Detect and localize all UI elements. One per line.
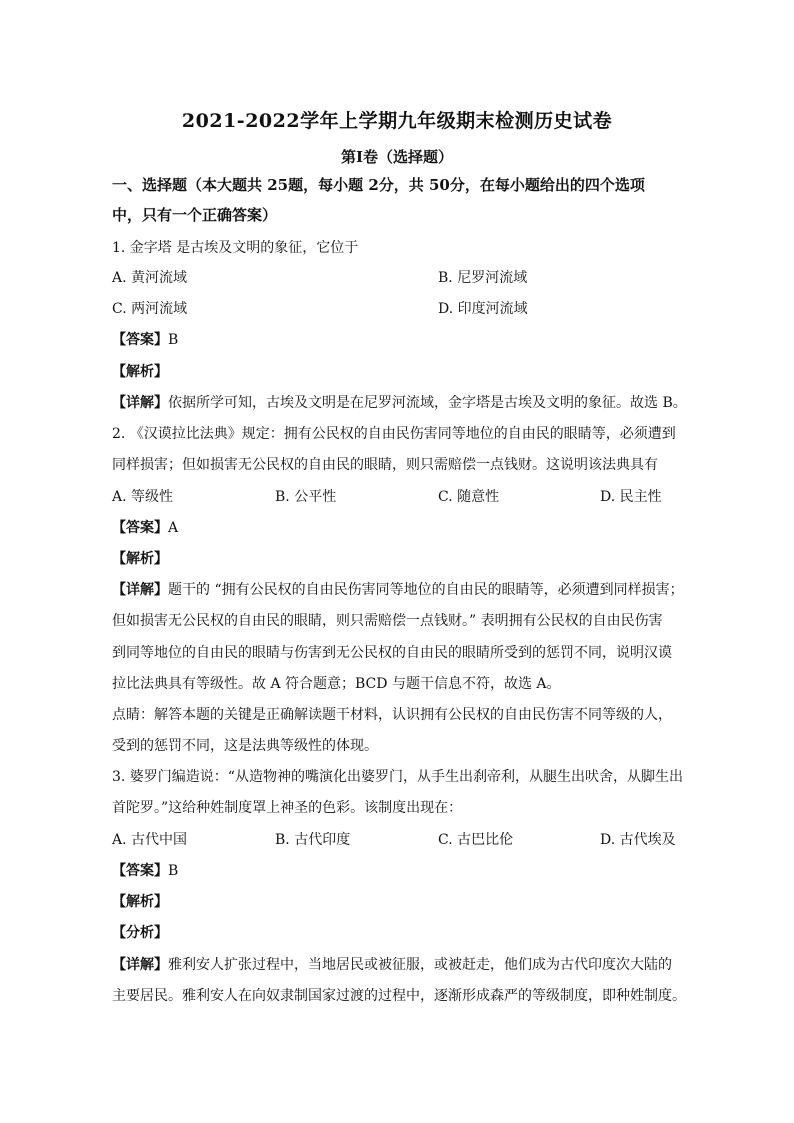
q3-answer: B [168, 863, 179, 879]
q3-analysis-tag: 【解析】 [112, 894, 168, 910]
answer-tag: 【答案】 [112, 520, 168, 536]
section-heading-line2: 中，只有一个正确答案） [112, 206, 278, 224]
q1-option-b: B. 尼罗河流域 [438, 270, 528, 286]
q1-detail-line [112, 393, 687, 413]
q2-option-a: A. 等级性 [112, 489, 174, 505]
q2-analysis-tag: 【解析】 [112, 551, 168, 567]
q2-option-d: D. 民主性 [600, 489, 662, 505]
q2-stem-line2: 同样损害；但如损害无公民权的自由民的眼睛，则只需赔偿一点钱财。这说明该法典具有 [112, 457, 658, 473]
paper-subtitle: 第Ⅰ卷（选择题） [340, 148, 454, 166]
q1-option-a: A. 黄河流域 [112, 270, 188, 286]
q2-detail-line1 [112, 580, 684, 600]
q3-answer-line [112, 861, 178, 881]
q2-answer: A [168, 520, 179, 536]
q3-option-d: D. 古代埃及 [600, 832, 676, 848]
exam-title: 2021-2022学年上学期九年级期末检测历史试卷 [181, 110, 613, 132]
q3-stem-line2: 首陀罗。”这给种姓制度罩上神圣的色彩。该制度出现在： [112, 800, 463, 816]
q2-detail-text1: 题干的 “拥有公民权的自由民伤害同等地位的自由民的眼睛等，必须遭到同样损害； [168, 582, 684, 598]
q1-analysis-tag: 【解析】 [112, 364, 168, 380]
q2-tip-line1: 点睛：解答本题的关键是正确解读题干材料，认识拥有公民权的自由民伤害不同等级的人， [112, 707, 672, 723]
detail-tag: 【详解】 [112, 957, 168, 973]
detail-tag: 【详解】 [112, 395, 168, 411]
answer-tag: 【答案】 [112, 332, 168, 348]
q2-tip-line2: 受到的惩罚不同，这是法典等级性的体现。 [112, 738, 378, 754]
q3-detail-text1: 雅利安人扩张过程中，当地居民或被征服，或被赶走，他们成为古代印度次大陆的 [168, 957, 672, 973]
section-heading-line1: 一、选择题（本大题共 25题，每小题 2分，共 50分，在每小题给出的四个选项 [112, 176, 645, 194]
answer-tag: 【答案】 [112, 863, 168, 879]
q1-stem: 1. 金字塔 是古埃及文明的象征，它位于 [112, 240, 359, 256]
q3-stem-line1: 3. 婆罗门编造说：“从造物神的嘴演化出婆罗门，从手生出刹帝利，从腿生出吠舍，从脚生出 [112, 769, 683, 785]
q2-stem-line1: 2. 《汉谟拉比法典》规定：拥有公民权的自由民伤害同等地位的自由民的眼睛等，必须遭到 [112, 426, 676, 442]
q2-detail-line4: 拉比法典具有等级性。故 A 符合题意；BCD 与题干信息不符，故选 A。 [112, 676, 561, 692]
q1-option-d: D. 印度河流域 [438, 301, 528, 317]
q3-detail-line1 [112, 955, 672, 975]
q1-answer: B [168, 332, 179, 348]
q3-option-c: C. 古巴比伦 [438, 832, 514, 848]
q3-detail-line2: 主要居民。雅利安人在向奴隶制国家过渡的过程中，逐渐形成森严的等级制度，即种姓制度。 [112, 988, 686, 1004]
q1-option-c: C. 两河流域 [112, 301, 188, 317]
q3-option-b: B. 古代印度 [275, 832, 351, 848]
detail-tag: 【详解】 [112, 582, 168, 598]
q3-fenxi-tag: 【分析】 [112, 925, 168, 941]
q2-option-b: B. 公平性 [275, 489, 337, 505]
q3-option-a: A. 古代中国 [112, 832, 188, 848]
q2-detail-line2: 但如损害无公民权的自由民的眼睛，则只需赔偿一点钱财。” 表明拥有公民权的自由民伤害 [112, 613, 663, 629]
q2-detail-line3: 到同等地位的自由民的眼睛与伤害到无公民权的自由民的眼睛所受到的惩罚不同，说明汉谟 [112, 645, 672, 661]
q2-option-c: C. 随意性 [438, 489, 500, 505]
q1-detail: 依据所学可知，古埃及文明是在尼罗河流域，金字塔是古埃及文明的象征。故选 B。 [168, 395, 687, 411]
q1-answer-line [112, 330, 178, 350]
q2-answer-line [112, 518, 178, 538]
